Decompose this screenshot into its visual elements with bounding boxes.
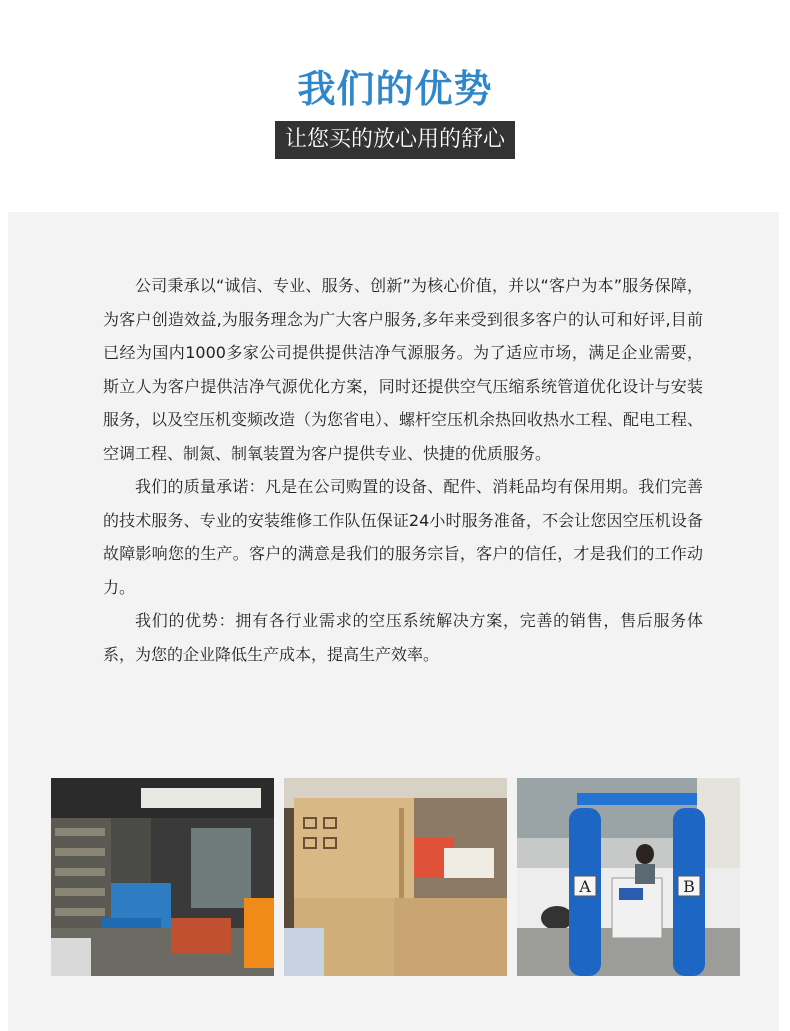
cartons-photo [284,778,507,976]
paragraph-quality: 我们的质量承诺：凡是在公司购置的设备、配件、消耗品均有保用期。我们完善的技术服务、专业的安装维修工作队伍保证24小时服务准备，不会让您因空压机设备故障影响您的生产。客户的满意是我们的服务宗旨，客户的信任，才是我们的工作动力。 [103,477,703,597]
paragraph-advantage: 我们的优势：拥有各行业需求的空压系统解决方案，完善的销售，售后服务体系，为您的企业降低生产成本，提高生产效率。 [103,611,703,664]
page-title: 我们的优势 [297,67,493,111]
subtitle-banner [0,121,790,159]
warehouse-photo [51,778,274,976]
paragraph-company: 公司秉承以“诚信、专业、服务、创新”为核心价值，并以“客户为本”服务保障，为客户创造效益,为服务理念为广大客户服务,多年来受到很多客户的认可和好评,目前已经为国内1000多家公司提供提供洁净气源服务。为了适应市场，满足企业需要，斯立人为客户提供洁净气源优化方案，同时还提供空气压缩系统管道优化设计与安装服务，以及空压机变频改造（为您省电）、螺杆空压机余热回收热水工程、配电工程、空调工程、制氮、制氧装置为客户提供专业、快捷的优质服务。 [103,276,704,463]
intro-text [103,269,703,671]
dryer-tower-b-label: B [683,877,695,896]
subtitle-text: 让您买的放心用的舒心 [275,121,515,159]
air-dryer-photo [517,778,740,976]
dryer-tower-a-label: A [579,877,591,896]
